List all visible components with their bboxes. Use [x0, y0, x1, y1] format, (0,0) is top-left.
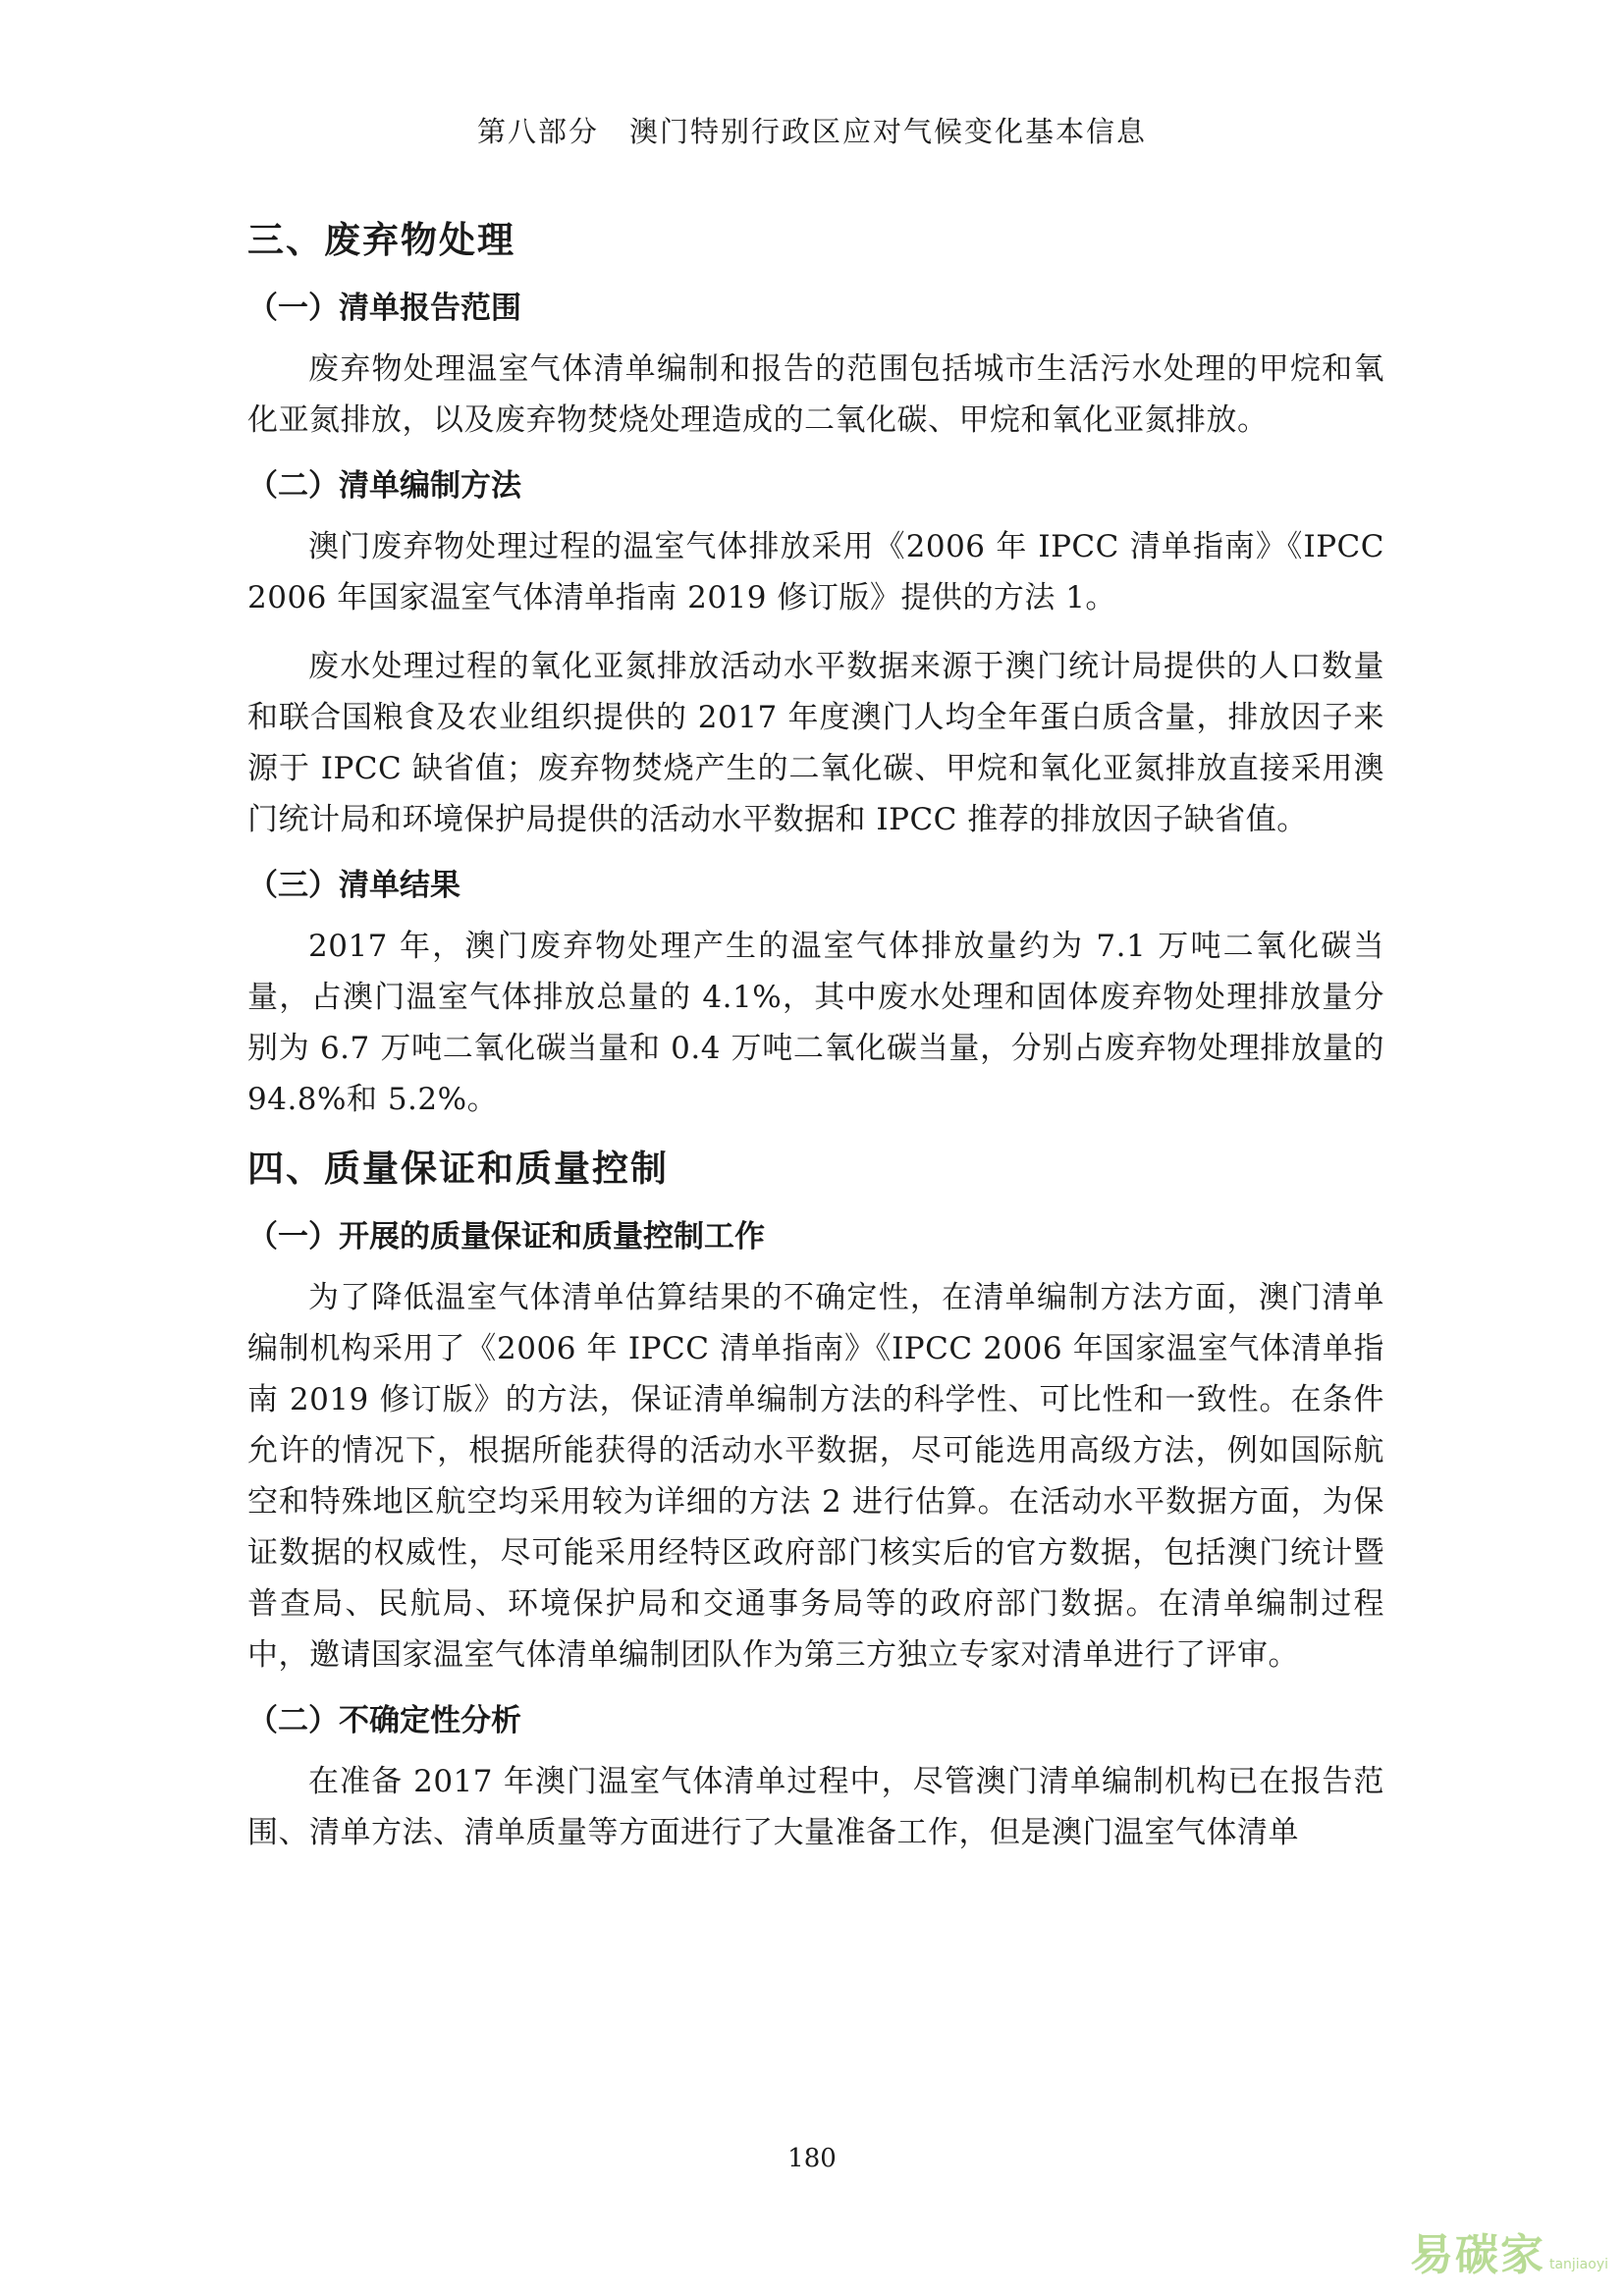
- subsection-heading-uncertainty: （二）不确定性分析: [247, 1703, 521, 1738]
- section-heading-waste: 三、废弃物处理: [247, 219, 515, 261]
- section-heading-qa-qc: 四、质量保证和质量控制: [247, 1148, 669, 1190]
- paragraph-method-2: 废水处理过程的氧化亚氮排放活动水平数据来源于澳门统计局提供的人口数量和联合国粮食及农业组织提供的 2017 年度澳门人均全年蛋白质含量，排放因子来源于 IPCC 缺省值；废弃物焚烧产生的二氧化碳、甲烷和氧化亚氮排放直接采用澳门统计局和环境保护局提供的活动水平数据和 IPCC 推荐的排放因子缺省值。: [247, 649, 1384, 837]
- watermark-domain: tanjiaoyi: [1548, 2257, 1608, 2272]
- paragraph-qa-work: 为了降低温室气体清单估算结果的不确定性，在清单编制方法方面，澳门清单编制机构采用了《2006 年 IPCC 清单指南》《IPCC 2006 年国家温室气体清单指南 2019 修订版》的方法，保证清单编制方法的科学性、可比性和一致性。在条件允许的情况下，根据所能获得的活动水平数据，尽可能选用高级方法，例如国际航空和特殊地区航空均采用较为详细的方法 2 进行估算。在活动水平数据方面，为保证数据的权威性，尽可能采用经特区政府部门核实后的官方数据，包括澳门统计暨普查局、民航局、环境保护局和交通事务局等的政府部门数据。在清单编制过程中，邀请国家温室气体清单编制团队作为第三方独立专家对清单进行了评审。: [247, 1280, 1384, 1673]
- watermark-logo: [1410, 2219, 1608, 2282]
- paragraph-results: 2017 年，澳门废弃物处理产生的温室气体排放量约为 7.1 万吨二氧化碳当量，占澳门温室气体排放总量的 4.1%，其中废水处理和固体废弃物处理排放量分别为 6.7 万吨二氧化碳当量和 0.4 万吨二氧化碳当量，分别占废弃物处理排放量的 94.8%和 5.2%。: [247, 929, 1384, 1117]
- paragraph-scope: 废弃物处理温室气体清单编制和报告的范围包括城市生活污水处理的甲烷和氧化亚氮排放，以及废弃物焚烧处理造成的二氧化碳、甲烷和氧化亚氮排放。: [247, 351, 1384, 438]
- watermark-logo-text: 易碳家: [1409, 2230, 1545, 2280]
- subsection-heading-scope: （一）清单报告范围: [247, 291, 521, 326]
- page-number: 180: [787, 2144, 837, 2173]
- document-body: [247, 206, 1384, 1876]
- paragraph-method-1: 澳门废弃物处理过程的温室气体排放采用《2006 年 IPCC 清单指南》《IPCC 2006 年国家温室气体清单指南 2019 修订版》提供的方法 1。: [247, 529, 1384, 615]
- subsection-heading-qa-work: （一）开展的质量保证和质量控制工作: [247, 1219, 765, 1255]
- paragraph-uncertainty: 在准备 2017 年澳门温室气体清单过程中，尽管澳门清单编制机构已在报告范围、清单方法、清单质量等方面进行了大量准备工作，但是澳门温室气体清单: [247, 1764, 1384, 1850]
- running-header: 第八部分 澳门特别行政区应对气候变化基本信息: [476, 115, 1147, 148]
- subsection-heading-results: （三）清单结果: [247, 868, 460, 903]
- subsection-heading-method: （二）清单编制方法: [247, 468, 521, 504]
